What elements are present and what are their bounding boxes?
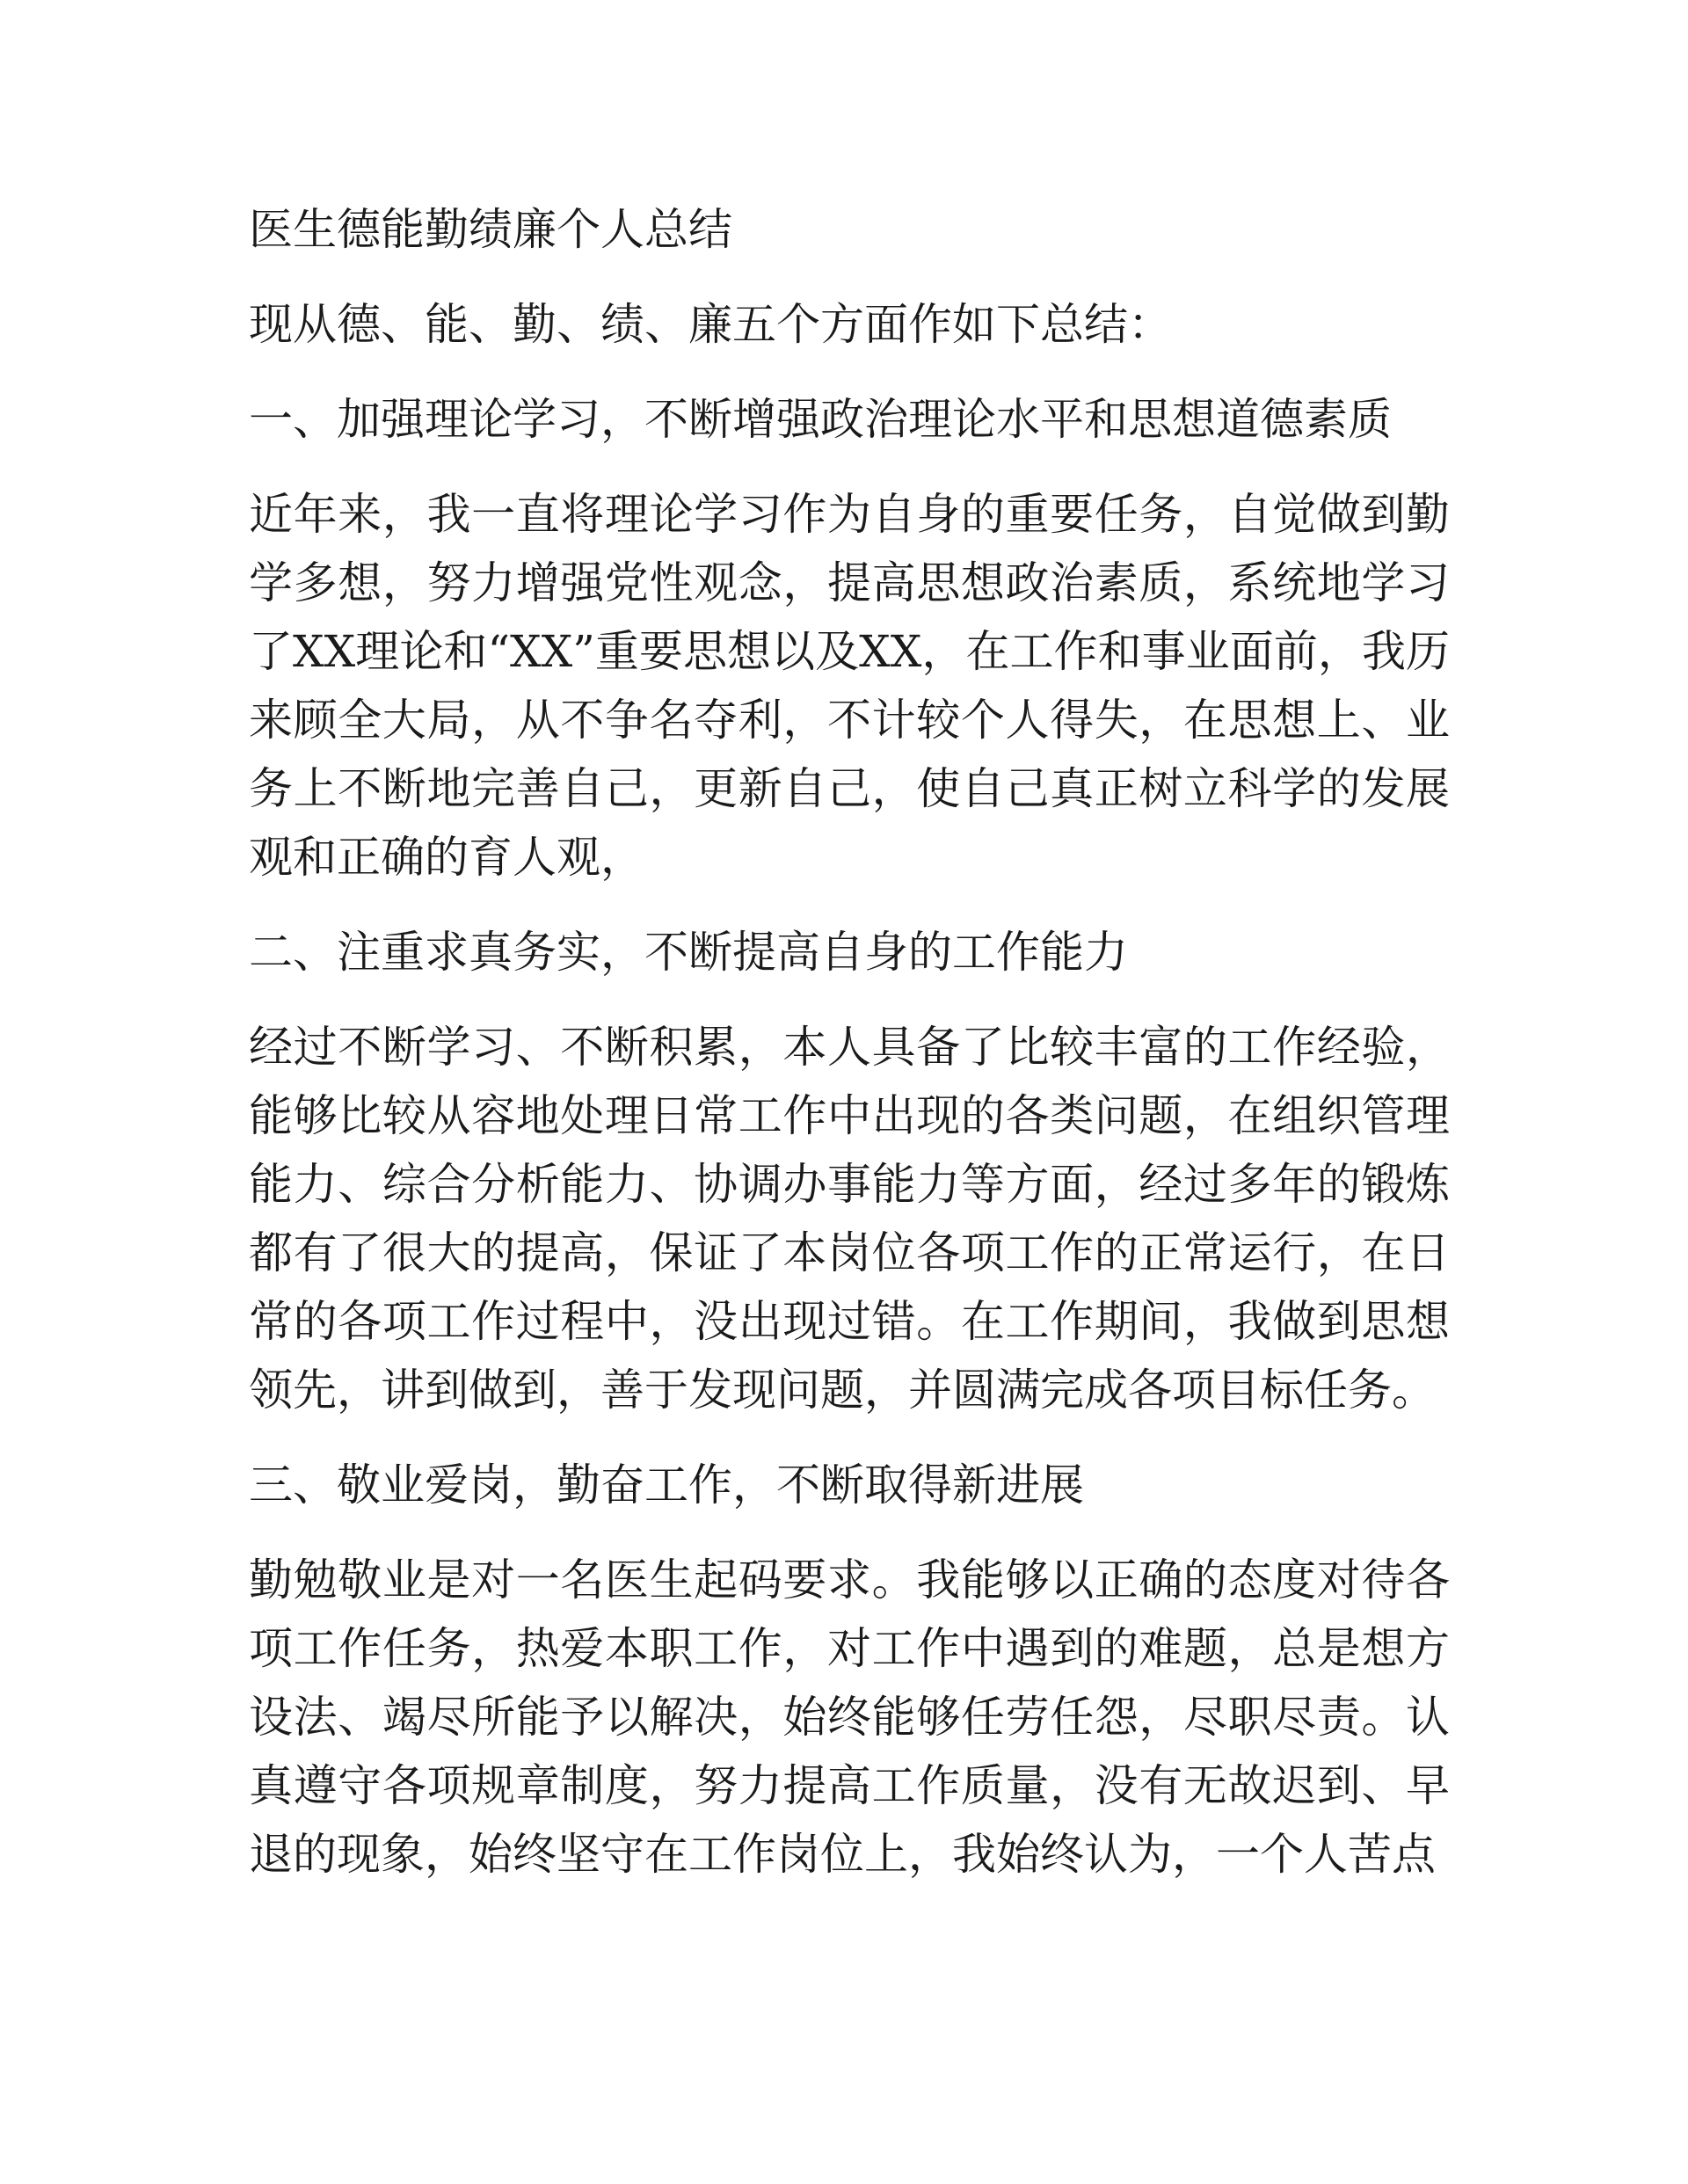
document-body (249, 195, 1450, 1915)
document-title: 医生德能勤绩廉个人总结 (249, 204, 732, 255)
section-1-heading: 一、加强理论学习，不断增强政治理论水平和思想道德素质 (249, 394, 1392, 445)
section-3-heading: 三、敬业爱岗，勤奋工作，不断取得新进展 (249, 1460, 1084, 1511)
section-2-body: 经过不断学习、不断积累，本人具备了比较丰富的工作经验，能够比较从容地处理日常工作中出现的各类问题，在组织管理能力、综合分析能力、协调办事能力等方面，经过多年的锻炼都有了很大的提高，保证了本岗位各项工作的正常运行，在日常的各项工作过程中，没出现过错。在工作期间，我做到思想领先，讲到做到，善于发现问题，并圆满完成各项目标任务。 (249, 1022, 1450, 1416)
section-1-body: 近年来，我一直将理论学习作为自身的重要任务，自觉做到勤学多想，努力增强党性观念，提高思想政治素质，系统地学习了XX理论和“XX”重要思想以及XX，在工作和事业面前，我历来顾全大局，从不争名夺利，不计较个人得失，在思想上、业务上不断地完善自己，更新自己，使自己真正树立科学的发展观和正确的育人观， (249, 489, 1450, 883)
intro-paragraph: 现从德、能、勤、绩、廉五个方面作如下总结： (249, 299, 1172, 350)
section-3-body: 勤勉敬业是对一名医生起码要求。我能够以正确的态度对待各项工作任务，热爱本职工作，对工作中遇到的难题，总是想方设法、竭尽所能予以解决，始终能够任劳任怨，尽职尽责。认真遵守各项规章制度，努力提高工作质量，没有无故迟到、早退的现象，始终坚守在工作岗位上，我始终认为，一个人苦点 (249, 1554, 1450, 1880)
section-2-heading: 二、注重求真务实，不断提高自身的工作能力 (249, 927, 1128, 978)
